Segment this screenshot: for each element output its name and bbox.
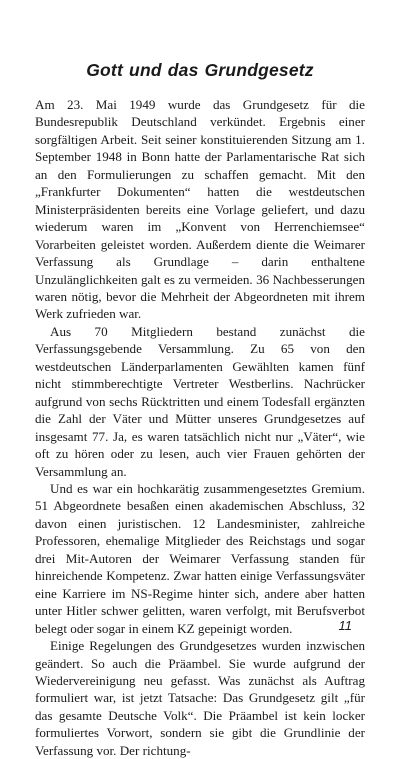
paragraph: Einige Regelungen des Grundgesetzes wurden inzwischen geändert. So auch die Präambel. Sie wurde aufgrund der Wiedervereinigung neu gefasst. Was zunächst als Auftrag formuliert war, ist jetzt Tatsache: Das Grundgesetz gilt „für das gesamte Deutsche Volk“. Die Präambel ist kein locker formuliertes Vorwort, sondern sie gibt die Grundlinie der Verfassung vor. Der richtung- [35,638,365,758]
page-number: 11 [338,618,352,633]
paragraph: Aus 70 Mitgliedern bestand zunächst die Verfassungsgebende Versammlung. Zu 65 von den westdeutschen Länderparlamenten Gewählten kamen fünf nicht stimmberechtigte Vertreter Westberlins. Nachrücker aufgrund von sechs Rücktritten und einem Todesfall ergänzten die Zahl der Väter und Mütter unseres Grundgesetzes auf insgesamt 77. Ja, es waren tatsächlich nicht nur „Väter“, wie oft zu hören oder zu lesen, auch vier Frauen gehörten der Versammlung an. [35,323,365,479]
chapter-heading: Gott und das Grundgesetz [86,60,314,80]
paragraph: Am 23. Mai 1949 wurde das Grundgesetz für die Bundesrepublik Deutschland verkündet. Ergebnis einer sorgfältigen Arbeit. Seit seiner konstituierenden Sitzung am 1. September 1948 in Bonn hatte der Parlamentarische Rat sich an den Formulierungen zu schaffen gemacht. Mit den „Frankfurter Dokumenten“ hatten die westdeutschen Ministerpräsidenten bereits eine Vorlage geliefert, und dazu wiederum waren im „Konvent von Herrenchiemsee“ Vorarbeiten geleistet worden. Außerdem diente die Weimarer Verfassung als Grundlage – darin enthaltene Unzulänglichkeiten galt es zu vermeiden. 36 Nachbesserungen waren nötig, bevor die Mehrheit der Abgeordneten mit ihrem Werk zufrieden war. [35,97,365,322]
paragraph: Und es war ein hochkarätig zusammengesetztes Gremium. 51 Abgeordnete besaßen einen akademischen Abschluss, 32 davon einen juristischen. 12 Landesminister, zahlreiche Professoren, ehemalige Mitglieder des Reichstags und sogar drei Mit-Autoren der Weimarer Verfassung standen für hinreichende Kompetenz. Zwar hatten einige Verfassungsväter eine Karriere im NS-Regime hinter sich, andere aber hatten unter Hitler schwer gelitten, waren verfolgt, mit Berufsverbot belegt oder sogar in einem KZ gepeinigt worden. [35,480,365,636]
body-text [35,96,365,759]
